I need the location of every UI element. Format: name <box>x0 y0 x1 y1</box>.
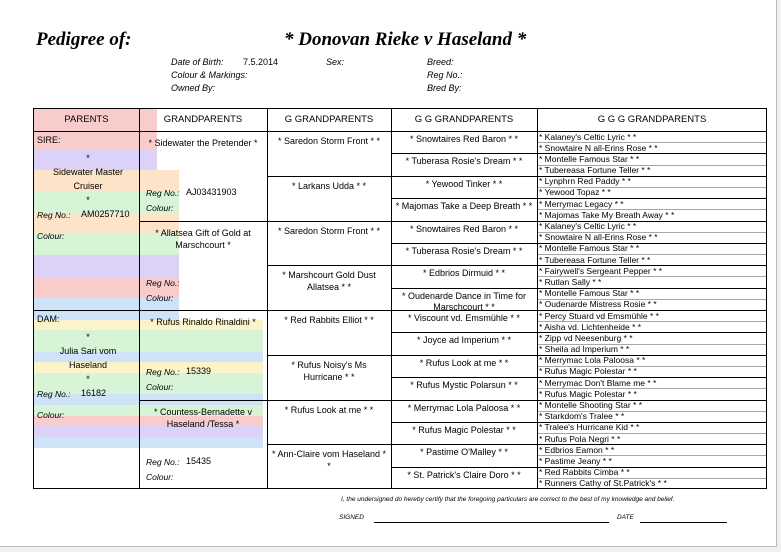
ggg-grandparent-name: * Kalaney's Celtic Lyric * * <box>539 221 637 231</box>
ggg-grandparent-name: * Snowtaire N all-Erins Rose * * <box>539 142 658 153</box>
gg-grandparent-name: * Oudenarde Dance in Time for Marschcourt * * <box>401 290 527 310</box>
sire-name: * Sidewater Master Cruiser * <box>52 153 124 205</box>
ggg-grandparent-name: * Edbrios Eamon * * <box>539 444 615 455</box>
row-divider <box>391 422 537 423</box>
dam-name: * Julia Sari vom Haseland * <box>59 332 117 384</box>
grandparent-reg-label: Reg No.: <box>146 188 180 198</box>
gg-grandparent-name: * Viscount vd. Emsmühle * * <box>408 313 520 323</box>
g-grandparent-name: * Saredon Storm Front * * <box>277 225 381 236</box>
row-divider <box>391 355 537 356</box>
ggg-grandparent-name: * Pastime Jeany * * <box>539 455 612 466</box>
gg-grandparent-name: * Rufus Magic Polestar * * <box>412 424 516 435</box>
ggg-grandparent-name: * Aisha vd. Lichtenheide * * <box>539 321 642 332</box>
dam-reg-label: Reg No.: <box>37 389 71 399</box>
bred-by-label: Bred By: <box>427 83 462 93</box>
row-divider <box>139 310 267 311</box>
column-header-grandparents: GRANDPARENTS <box>163 114 243 125</box>
row-divider <box>391 288 537 289</box>
ggg-grandparent-name: * Fairywell's Sergeant Pepper * * <box>539 265 663 276</box>
grandparent-colour-label: Colour: <box>146 382 174 392</box>
grandparent-reg-value: 15435 <box>186 455 212 466</box>
ggg-grandparent-name: * Kalaney's Celtic Lyric * * <box>539 131 637 142</box>
column-header-gg-grandparents: G G GRANDPARENTS <box>414 114 514 125</box>
sire-colour-label: Colour: <box>37 231 65 241</box>
ggg-grandparent-name: * Rutlan Sally * * <box>539 276 602 287</box>
ggg-grandparent-name: * Montelle Famous Star * * <box>539 288 640 299</box>
colour-markings-label: Colour & Markings: <box>171 70 248 80</box>
ggg-grandparent-name: * Rufus Magic Polestar * * <box>539 388 637 399</box>
sire-label: SIRE: <box>37 135 61 145</box>
row-divider <box>267 221 391 222</box>
column-header-parents: PARENTS <box>64 114 109 125</box>
g-grandparent-name: * Red Rabbits Elliot * * <box>284 315 374 325</box>
dob-value: 7.5.2014 <box>243 57 279 67</box>
dob-label: Date of Birth: <box>171 57 224 67</box>
row-divider <box>391 153 537 154</box>
date-label: DATE <box>617 514 634 521</box>
column-header-ggg-grandparents: G G G GRANDPARENTS <box>597 114 707 125</box>
row-divider <box>267 176 391 177</box>
certification-text: I, the undersigned do hereby certify that the foregoing particulars are correct to the best of my knowledge and belief. <box>341 496 675 503</box>
sire-reg-label: Reg No.: <box>37 210 71 220</box>
row-divider <box>34 310 139 311</box>
row-divider <box>391 176 537 177</box>
dog-name: * Donovan Rieke v Haseland * <box>284 29 527 50</box>
ggg-grandparent-name: * Majomas Take My Breath Away * * <box>539 209 675 220</box>
grandparent-name: * Countess-Bernadette v Haseland /Tessa * <box>153 406 253 429</box>
gg-grandparent-name: * St. Patrick's Claire Doro * * <box>407 469 521 480</box>
gg-grandparent-name: * Joyce ad Imperium * * <box>416 335 512 346</box>
grandparent-colour-label: Colour: <box>146 292 174 303</box>
g-grandparent-name: * Marshcourt Gold Dust Allatsea * * <box>282 270 376 293</box>
gg-grandparent-highlight <box>34 255 179 276</box>
grandparent-reg-value: AJ03431903 <box>186 187 237 197</box>
ggg-grandparent-name: * Tubereasa Fortune Teller * * <box>539 254 651 265</box>
gg-grandparent-name: * Edbrios Dirmuid * * <box>422 268 506 279</box>
row-divider <box>391 198 537 199</box>
row-divider <box>139 400 267 401</box>
row-divider <box>391 377 537 378</box>
gg-grandparent-name: * Snowtaires Red Baron * * <box>409 134 519 144</box>
ggg-grandparent-name: * Merrymac Don't Blame me * * <box>539 377 657 388</box>
row-divider <box>391 332 537 333</box>
ggg-grandparent-name: * Zipp vd Neesenburg * * <box>539 332 633 343</box>
column-divider <box>267 109 268 488</box>
grandparent-reg-label: Reg No.: <box>146 456 180 467</box>
row-divider <box>267 265 391 266</box>
g-grandparent-name: * Ann-Claire vom Haseland * * <box>271 449 387 472</box>
ggg-grandparent-name: * Runners Cathy of St.Patrick's * * <box>539 478 667 489</box>
ggg-grandparent-name: * Starkdom's Tralee * * <box>539 411 625 422</box>
gg-grandparent-name: * Yewood Tinker * * <box>425 178 503 189</box>
gg-grandparent-name: * Tuberasa Rosie's Dream * * <box>405 245 523 256</box>
grandparent-reg-label: Reg No.: <box>146 367 180 377</box>
ggg-grandparent-name: * Montelle Shooting Star * * <box>539 400 643 410</box>
grandparent-name: * Sidewater the Pretender * <box>148 138 258 148</box>
column-header-g-grandparents: G GRANDPARENTS <box>284 114 374 125</box>
ggg-grandparent-name: * Snowtaire N all-Erins Rose * * <box>539 232 658 243</box>
grandparent-reg-value: 15339 <box>186 366 212 376</box>
date-line <box>640 522 727 523</box>
ggg-grandparent-name: * Merrymac Legacy * * <box>539 198 624 209</box>
pedigree-table <box>33 108 767 489</box>
gg-grandparent-name: * Tuberasa Rosie's Dream * * <box>405 156 523 167</box>
ggg-grandparent-name: * Merrymac Lola Paloosa * * <box>539 355 646 366</box>
grandparent-reg-label: Reg No.: <box>146 277 180 288</box>
signed-label: SIGNED <box>339 514 364 521</box>
grandparent-colour-label: Colour: <box>146 203 174 213</box>
ggg-grandparent-name: * Yewood Topaz * * <box>539 187 611 198</box>
gg-grandparent-name: * Snowtaires Red Baron * * <box>409 223 519 234</box>
row-divider <box>391 444 537 445</box>
dam-label: DAM: <box>37 314 60 324</box>
row-divider <box>391 467 537 468</box>
owned-by-label: Owned By: <box>171 83 216 93</box>
gg-grandparent-name: * Rufus Mystic Polarsun * * <box>410 380 518 391</box>
ggg-grandparent-highlight <box>34 437 263 448</box>
row-divider <box>267 400 391 401</box>
ggg-grandparent-name: * Montelle Famous Star * * <box>539 153 640 164</box>
gg-grandparent-name: * Pastime O'Malley * * <box>420 447 508 458</box>
g-grandparent-name: * Saredon Storm Front * * <box>277 136 381 146</box>
row-divider <box>267 355 391 356</box>
row-divider <box>139 221 267 222</box>
grandparent-name: * Allatsea Gift of Gold at Marschcourt * <box>155 227 251 250</box>
ggg-grandparent-name: * Rufus Magic Polestar * * <box>539 366 637 377</box>
signature-line <box>374 522 609 523</box>
g-grandparent-name: * Rufus Look at me * * <box>284 404 374 415</box>
ggg-grandparent-name: * Lynphrn Red Paddy * * <box>539 176 631 187</box>
ggg-grandparent-name: * Red Rabbits Cimba * * <box>539 467 630 478</box>
g-grandparent-name: * Larkans Udda * * <box>291 180 367 191</box>
ggg-grandparent-name: * Oudenarde Mistress Rosie * * <box>539 299 657 310</box>
sire-reg-value: AM0257710 <box>81 209 130 219</box>
sex-label: Sex: <box>326 57 345 67</box>
pedigree-of-label: Pedigree of: <box>36 29 132 50</box>
gg-grandparent-name: * Majomas Take a Deep Breath * * <box>395 201 533 212</box>
row-divider <box>391 221 537 222</box>
ggg-grandparent-name: * Percy Stuard vd Emsmühle * * <box>539 310 659 321</box>
ggg-grandparent-name: * Tralee's Hurricane Kid * * <box>539 422 640 433</box>
column-divider <box>139 109 140 488</box>
ggg-grandparent-name: * Montelle Famous Star * * <box>539 243 640 254</box>
ggg-grandparent-name: * Tubereasa Fortune Teller * * <box>539 165 651 176</box>
ggg-grandparent-name: * Sheila ad Imperium * * <box>539 344 630 355</box>
dam-colour-label: Colour: <box>37 410 65 420</box>
grandparent-name: * Rufus Rinaldo Rinaldini * <box>150 317 256 327</box>
g-grandparent-name: * Rufus Noisy's Ms Hurricane * * <box>291 359 367 382</box>
row-divider <box>267 310 391 311</box>
reg-no-label: Reg No.: <box>427 70 463 80</box>
row-divider <box>391 243 537 244</box>
dam-reg-value: 16182 <box>81 388 107 398</box>
ggg-grandparent-name: * Rufus Pola Negri * * <box>539 433 621 444</box>
breed-label: Breed: <box>427 57 454 67</box>
row-divider <box>391 400 537 401</box>
row-divider <box>391 310 537 311</box>
gg-grandparent-name: * Rufus Look at me * * <box>419 357 509 368</box>
row-divider <box>391 265 537 266</box>
column-divider <box>391 109 392 488</box>
row-divider <box>267 444 391 445</box>
gg-grandparent-name: * Merrymac Lola Paloosa * * <box>407 402 521 413</box>
grandparent-colour-label: Colour: <box>146 471 174 482</box>
